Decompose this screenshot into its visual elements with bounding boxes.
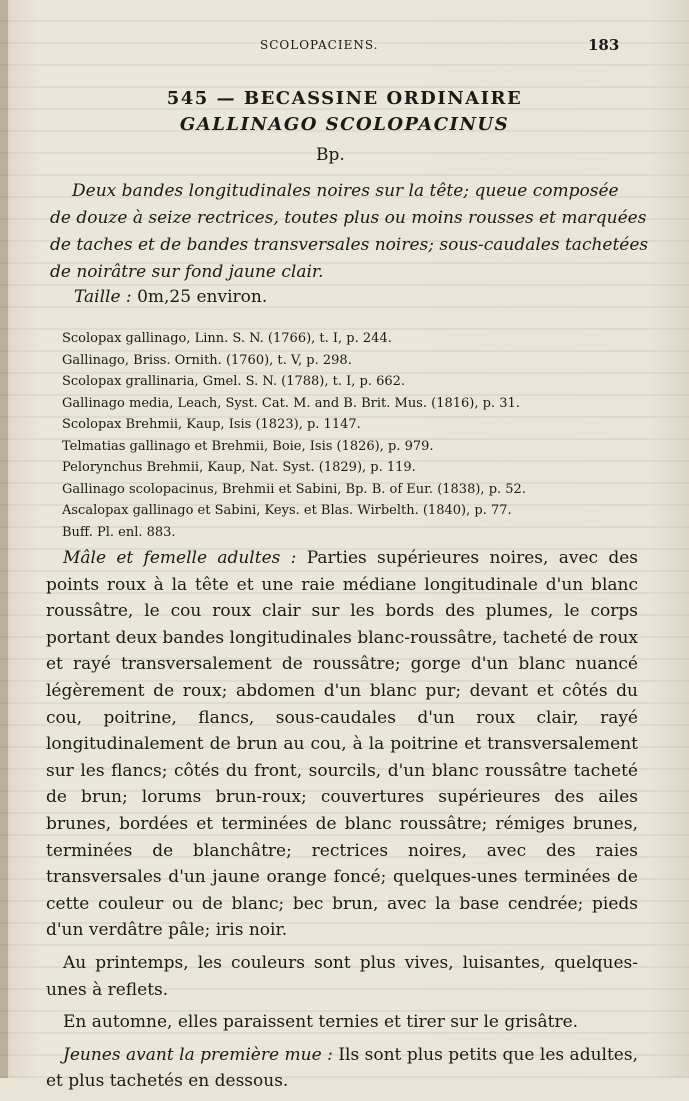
diagnosis-line: de taches et de bandes transversales noires; sous-caudales tachetées [50, 235, 649, 255]
adult-description [46, 545, 638, 944]
synonym-entry: Gallinago, Briss. Ornith. (1760), t. V, p. 298. [62, 352, 352, 368]
adult-text: Parties supérieures noires, avec des points roux à la tête et une raie médiane longitudinale d'un blanc roussâtre, le cou roux clair sur les bords des plumes, le corps portant deux bandes longitudinales blanc-roussâtre, tacheté de roux et rayé transversalement de roussâtre; gorge d'un blanc nuancé légèrement de roux; abdomen d'un blanc pur; devant et côtés du cou, poitrine, flancs, sous-caudales d'un roux clair, rayé longitudinalement de brun au cou, à la poitrine et transversalement sur les flancs; côtés du front, sourcils, d'un blanc roussâtre tacheté de brun; lorums brun-roux; couvertures supérieures des ailes brunes, bordées et terminées de blanc roussâtre; rémiges brunes, terminées de blanchâtre; rectrices noires, avec des raies transversales d'un jaune orange foncé; quelques-unes terminées de cette couleur ou de blanc; bec brun, avec la base cendrée; pieds d'un verdâtre pâle; iris noir. [46, 548, 639, 941]
synonym-entry: Scolopax gallinago, Linn. S. N. (1766), t. I, p. 244. [62, 331, 392, 346]
synonym-entry: Pelorynchus Brehmii, Kaup, Nat. Syst. (1829), p. 119. [62, 460, 416, 475]
young-label: Jeunes avant la première mue : [63, 1044, 333, 1065]
adult-label: Mâle et femelle adultes : [63, 548, 297, 568]
spring-note: Au printemps, les couleurs sont plus vives, luisantes, quelques-unes à reflets. [46, 952, 638, 1000]
young-description [46, 1042, 638, 1095]
diagnosis-line: de douze à seize rectrices, toutes plus ou moins rousses et marquées [50, 208, 647, 228]
young-text: Ils sont plus petits que les adultes, et plus tachetés en dessous. [46, 1044, 638, 1092]
size-label: Taille : [74, 287, 132, 307]
scientific-name: GALLINAGO SCOLOPACINUS [179, 114, 510, 135]
synonym-entry: Scolopax grallinaria, Gmel. S. N. (1788), t. I, p. 662. [62, 374, 406, 389]
synonym-entry: Ascalopax gallinago et Sabini, Keys. et Blas. Wirbelth. (1840), p. 77. [62, 503, 512, 518]
description-body [46, 545, 638, 1101]
synonym-entry: Gallinago scolopacinus, Brehmii et Sabini, Bp. B. of Eur. (1838), p. 52. [62, 481, 526, 497]
synonym-entry: Buff. Pl. enl. 883. [62, 524, 176, 540]
diagnosis-line: Deux bandes longitudinales noires sur la tête; queue composée [72, 181, 619, 201]
running-title: SCOLOPACIENS. [260, 38, 379, 52]
diagnosis-line: de noirâtre sur fond jaune clair. [50, 262, 324, 282]
diagnosis [50, 178, 649, 286]
author-abbrev: Bp. [316, 145, 345, 165]
synonym-entry: Telmatias gallinago et Brehmii, Boie, Isis (1826), p. 979. [62, 438, 434, 454]
synonym-entry: Scolopax Brehmii, Kaup, Isis (1823), p. 1147. [62, 417, 361, 432]
size-line [74, 287, 267, 307]
page-number: 183 [588, 36, 620, 54]
size-value: 0m,25 environ. [137, 287, 268, 307]
synonym-entry: Gallinago media, Leach, Syst. Cat. M. and B. Brit. Mus. (1816), p. 31. [62, 395, 520, 411]
autumn-note: En automne, elles paraissent ternies et tirer sur le grisâtre. [63, 1012, 579, 1033]
book-spine-shadow [0, 0, 8, 1078]
entry-title: 545 — BECASSINE ORDINAIRE [166, 88, 523, 109]
synonymy-list [62, 328, 632, 543]
